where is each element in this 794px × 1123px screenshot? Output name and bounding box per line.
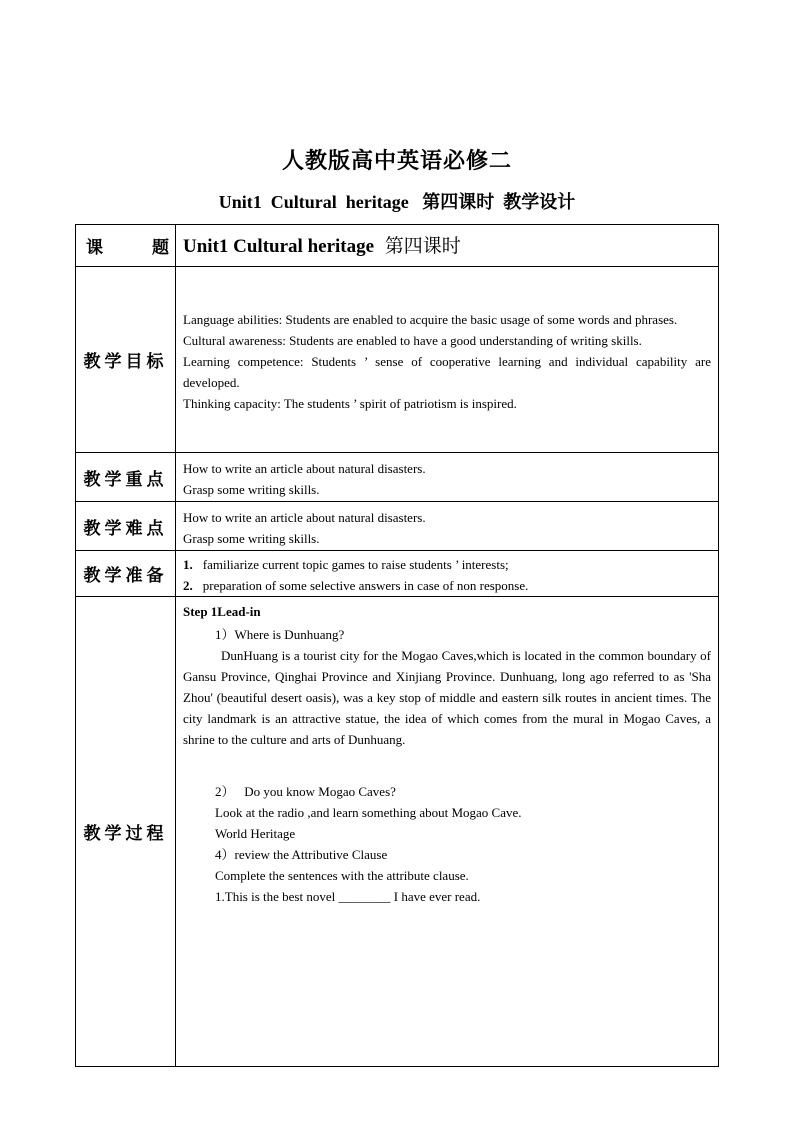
preparation-text: preparation of some selective answers in case of non response.	[202, 578, 529, 593]
key-point-item: Grasp some writing skills.	[183, 481, 320, 497]
difficulty-item: Grasp some writing skills.	[183, 530, 320, 546]
process-cell	[176, 597, 719, 1067]
document-subtitle: Unit1 Cultural heritage 第四课时 教学设计	[218, 192, 576, 212]
radio-instruction: Look at the radio ,and learn something about Mogao Cave.	[215, 805, 522, 820]
spacer	[183, 750, 711, 781]
objective-item: Language abilities: Students are enabled to acquire the basic usage of some words and phrases.	[183, 311, 678, 327]
label-topic: 课 题	[76, 225, 176, 267]
objective-item: Learning competence: Students ’ sense of cooperative learning and individual capability are developed.	[183, 353, 711, 390]
objective-item: Thinking capacity: The students ’ spirit of patriotism is inspired.	[183, 395, 517, 411]
lesson-plan-table	[75, 224, 719, 1067]
preparation-number: 2.	[183, 578, 193, 593]
row-objectives	[76, 267, 719, 453]
row-process	[76, 597, 719, 1067]
row-key-points	[76, 453, 719, 502]
label-difficulties: 教学难点	[76, 502, 176, 551]
difficulties-cell	[176, 502, 719, 551]
difficulty-item: How to write an article about natural disasters.	[183, 509, 426, 525]
label-key-points: 教学重点	[76, 453, 176, 502]
preparation-number: 1.	[183, 557, 193, 572]
objective-item: Cultural awareness: Students are enabled to have a good understanding of writing skills.	[183, 332, 642, 348]
exercise-sentence: 1.This is the best novel ________ I have ever read.	[215, 889, 481, 904]
label-objectives: 教学目标	[76, 267, 176, 453]
objectives-cell	[176, 267, 719, 453]
label-process: 教学过程	[76, 597, 176, 1067]
dunhuang-paragraph: DunHuang is a tourist city for the Mogao Caves,which is located in the common boundary of Gansu Province, Qinghai Province and Xinjiang Province. Dunhuang, long ago referred to as 'Sha Zhou' (beautiful desert oasis), was a key stop of middle and eastern silk routes in ancient times. The city landmark is an attractive statue, the idea of which comes from the mural in Mogao Caves, a shrine to the culture and arts of Dunhuang.	[183, 648, 711, 747]
row-difficulties	[76, 502, 719, 551]
key-point-item: How to write an article about natural disasters.	[183, 460, 426, 476]
label-preparation: 教学准备	[76, 551, 176, 597]
document-title: 人教版高中英语必修二	[281, 148, 512, 173]
step-title: Step 1Lead-in	[183, 604, 261, 619]
key-points-cell	[176, 453, 719, 502]
topic-cell	[176, 225, 719, 267]
complete-instruction: Complete the sentences with the attribute clause.	[215, 868, 469, 883]
preparation-item	[183, 554, 711, 575]
preparation-text: familiarize current topic games to raise students ’ interests;	[202, 557, 509, 572]
preparation-cell	[176, 551, 719, 597]
topic-title-en: Unit1 Cultural heritage	[183, 236, 375, 257]
row-topic	[76, 225, 719, 267]
question-1: 1）Where is Dunhuang?	[215, 627, 345, 642]
preparation-item	[183, 575, 711, 596]
topic-title-cn: 第四课时	[384, 236, 461, 257]
world-heritage-line: World Heritage	[215, 826, 296, 841]
row-preparation	[76, 551, 719, 597]
question-4: 4）review the Attributive Clause	[215, 847, 388, 862]
question-2: 2） Do you know Mogao Caves?	[215, 784, 396, 799]
